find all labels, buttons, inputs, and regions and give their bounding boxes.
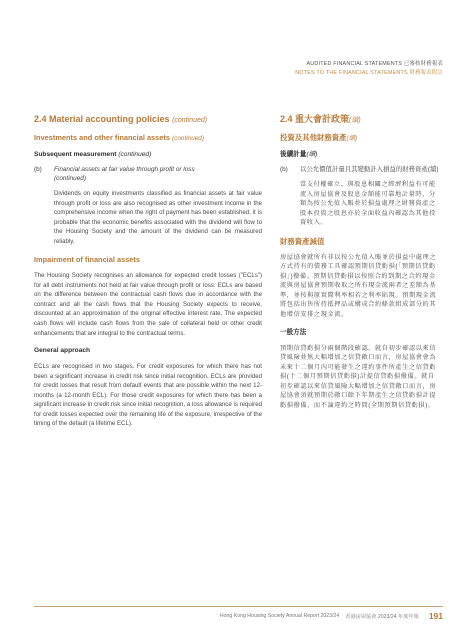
english-column [34,113,262,429]
header-line-1: AUDITED FINANCIAL STATEMENTS 已審核財務報表 [306,61,443,67]
section-title-en-text: 2.4 Material accounting policies [34,114,170,124]
footer-report-en: Hong Kong Housing Society Annual Report 2023/24 [219,613,340,619]
section-title-en [34,113,262,127]
general-approach-paragraph-zh: 預期信貸虧損分兩個階段確認。就自初步確認以來信貸風險並無大幅增加之信貸敞口而言，房屋協會會為未來十二個月內可能發生之違約事件所產生之信貸虧損(十二個月預期信貸虧損)計提信貸虧損撥備。就自初步確認以來信貸風險大幅增加之信貸敞口而言，房屋協會須就預期於敞口餘下年期產生之信貸虧損計提虧損撥備，而不論違約之時間(全期預期信貸虧損)。 [280,344,437,409]
subsection-title-en-text: Investments and other financial assets [34,133,170,142]
general-approach-title-en: General approach [34,347,91,355]
subheading-zh-text: 後續計量 [280,151,307,158]
subsection-cont-en: (continued) [172,135,204,142]
item-title-zh-text: 以公允價值計量且其變動計入損益的財務資產 [300,166,428,173]
impairment-paragraph-en: The Housing Society recognises an allowance for expected credit losses ("ECLs") for all debt instruments not held at fair value through profit or loss. ECLs are based on the difference between the contractual cash flows due in accordance with the contract and all the cash flows that the Housing Society expects to receive, discounted at an approximation of the original effective interest rate. The expected cash flows will include cash flows from the sale of collateral held or other credit enhancements that are integral to the contractual terms. [34,272,262,337]
subheading-en-text: Subsequent measurement [34,151,117,158]
page-number: 191 [428,611,443,621]
subheading-cont-zh: (續) [306,151,318,158]
section-title-zh [280,113,440,127]
item-title-zh [300,165,438,174]
general-approach-title-zh: 一般方法 [280,328,307,336]
item-cont-en: (continued) [54,175,86,182]
item-title-en [54,165,195,183]
item-label-en: (b) [34,166,42,173]
page-footer [220,611,443,621]
running-header [295,60,443,78]
general-approach-paragraph-en: ECLs are recognised in two stages. For credit exposures for which there has not been a significant increase in credit risk since initial recognition, ECLs are provided for credit losses that result from default events that are possible within the next 12-months (a 12-month ECL). For those credit exposures for which there has been a significant increase in credit risk since initial recognition, a loss allowance is required for credit losses expected over the remaining life of the exposure, irrespective of the timing of the default (a lifetime ECL). [34,363,262,428]
subsection-cont-zh: (續) [346,135,358,142]
list-item-zh [280,165,440,174]
item-paragraph-zh: 當支付權確立、與股息相關之經濟利益有可能流入房屋協會及股息金額能可靠地計量時，分類為按公允值入賬並於損益處理之財務資產之股本投資之股息亦於全面收益內確認為其他投資收入。 [300,181,436,227]
item-cont-zh: (續) [427,166,439,173]
impairment-paragraph-zh: 房屋協會就所有非以按公允值入賬並於損益中處理之方式持有的債務工具確認預期信貸虧損(「預期信貸虧損」)撥備。預期信貸虧損以按照合約到期之合約現金流與房屋協會預期收取之所有現金流兩者之差額為基準，並按與原實際利率相若之利率貼現。預期現金流將包括出售所持抵押品或構成合約條款組成部分的其他增信安排之現金流。 [280,253,437,319]
impairment-title-zh: 財務資產減值 [280,236,325,246]
section-cont-zh: (續) [349,117,361,124]
section-title-zh-text: 2.4 重大會計政策 [280,114,350,124]
footer-divider [34,606,443,607]
section-cont-en: (continued) [172,117,208,124]
item-label-zh: (b) [280,166,288,173]
subheading-cont-en: (continued) [118,151,152,158]
chinese-column [280,113,440,410]
subsection-title-zh-text: 投資及其他財務資產 [280,133,347,142]
subsection-title-en [34,132,262,144]
item-paragraph-en: Dividends on equity investments classified as financial assets at fair value through profit or loss are also recognised as other investment income in the comprehensive income when the right of payment has been established, it is probable that the economic benefits associated with the dividend will flow to the Housing Society and the amount of the dividend can be measured reliably. [54,190,262,245]
impairment-title-en: Impairment of financial assets [34,255,140,265]
item-title-en-text: Financial assets at fair value through profit or loss [54,166,195,173]
subheading-zh [280,150,440,160]
subheading-en [34,150,262,160]
header-line-2: NOTES TO THE FINANCIAL STATEMENTS 財務報表附註 [295,70,443,76]
list-item-en [34,165,262,183]
footer-report-zh: 香港房屋協會 2023/24 年度年報 [345,613,419,620]
subsection-title-zh [280,132,440,144]
